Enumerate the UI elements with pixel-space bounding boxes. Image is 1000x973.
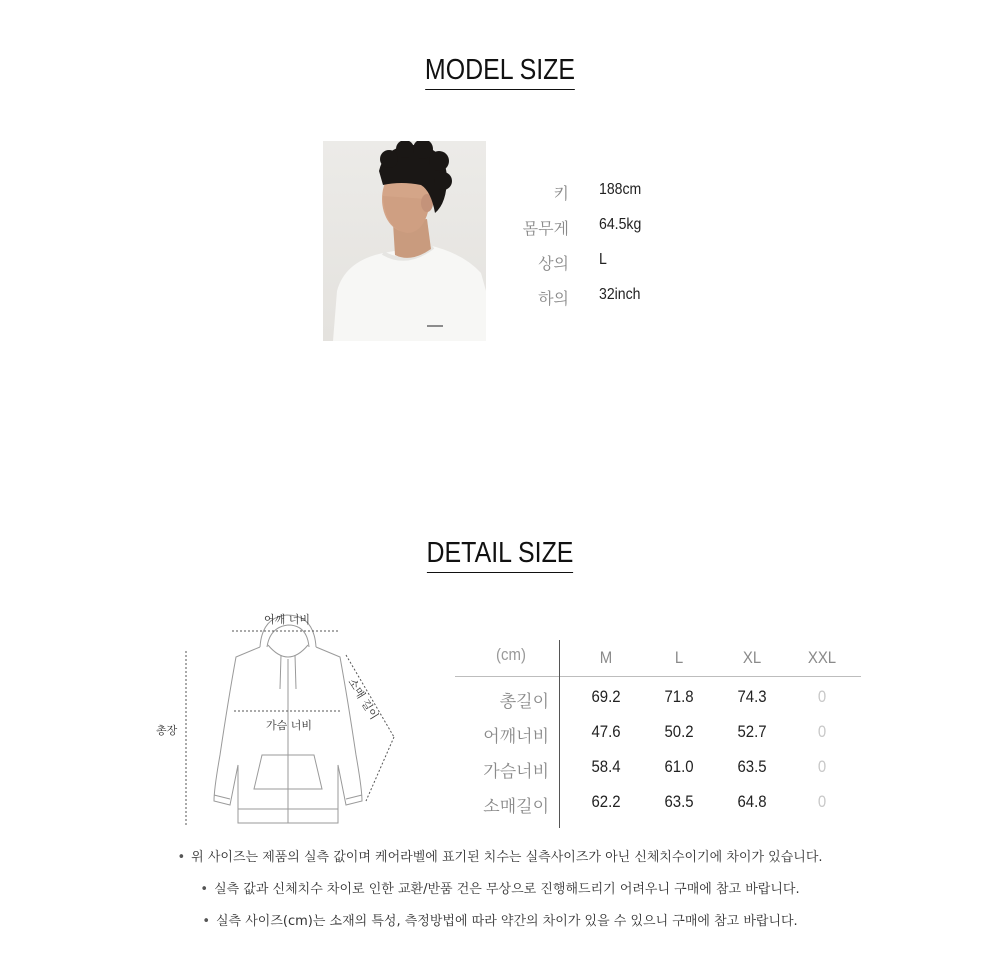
cell: 74.3: [737, 687, 767, 706]
sleeve-length-label: 소매 길이: [345, 676, 381, 722]
cell: 63.5: [664, 792, 694, 811]
column-header-xl: XL: [742, 648, 762, 667]
cell: 47.6: [591, 722, 621, 741]
cell: 50.2: [664, 722, 694, 741]
model-top-label: 상의: [538, 254, 569, 273]
column-header-l: L: [674, 648, 684, 667]
model-height-label: 키: [553, 184, 569, 203]
column-header-m: M: [599, 648, 613, 667]
bullet-icon: •: [177, 850, 186, 865]
cell: 0: [817, 757, 827, 776]
table-row-divider: [559, 640, 560, 828]
model-row-height: [500, 181, 700, 205]
bullet-icon: •: [202, 914, 210, 929]
cell: 52.7: [737, 722, 767, 741]
total-length-label: 총장: [156, 724, 178, 737]
model-size-title: MODEL SIZE: [70, 54, 930, 90]
model-height-value: 188cm: [599, 181, 642, 198]
hoodie-diagram: [150, 605, 410, 835]
model-top-value: L: [599, 251, 607, 268]
column-header-xxl: XXL: [807, 648, 837, 667]
size-table: [455, 640, 861, 830]
model-row-top: [500, 251, 700, 275]
cell: 64.8: [737, 792, 767, 811]
cell: 0: [817, 722, 827, 741]
detail-size-title: DETAIL SIZE: [70, 537, 930, 573]
size-note: • 위 사이즈는 제품의 실측 값이며 케어라벨에 표기된 치수는 실측사이즈가 아닌 신체치수이기에 차이가 있습니다.: [177, 850, 823, 865]
row-label-total-length: 총길이: [499, 692, 549, 712]
table-header-divider: [455, 676, 861, 677]
row-label-shoulder-width: 어깨너비: [483, 727, 549, 747]
model-row-weight: [500, 216, 700, 240]
model-photo: [323, 141, 486, 341]
cell: 69.2: [591, 687, 621, 706]
size-note: • 실측 값과 신체치수 차이로 인한 교환/반품 건은 무상으로 진행해드리기 어려우니 구매에 참고 바랍니다.: [200, 882, 800, 897]
cell: 58.4: [591, 757, 621, 776]
cell: 62.2: [591, 792, 621, 811]
model-row-bottom: [500, 286, 700, 310]
cell: 0: [817, 792, 827, 811]
model-weight-value: 64.5kg: [599, 216, 642, 233]
cell: 0: [817, 687, 827, 706]
shoulder-width-label: 어깨 너비: [264, 613, 311, 626]
row-label-sleeve-length: 소매길이: [483, 797, 549, 817]
unit-header: (cm): [496, 645, 526, 664]
size-note: • 실측 사이즈(cm)는 소재의 특성, 측정방법에 따라 약간의 차이가 있을 수 있으니 구매에 참고 바랍니다.: [202, 914, 798, 929]
row-label-chest-width: 가슴너비: [483, 762, 549, 782]
cell: 71.8: [664, 687, 694, 706]
bullet-icon: •: [200, 882, 209, 897]
cell: 63.5: [737, 757, 767, 776]
model-bottom-value: 32inch: [599, 286, 641, 303]
cell: 61.0: [664, 757, 694, 776]
chest-width-label: 가슴 너비: [266, 719, 313, 732]
model-weight-label: 몸무게: [522, 219, 569, 238]
model-bottom-label: 하의: [538, 289, 569, 308]
